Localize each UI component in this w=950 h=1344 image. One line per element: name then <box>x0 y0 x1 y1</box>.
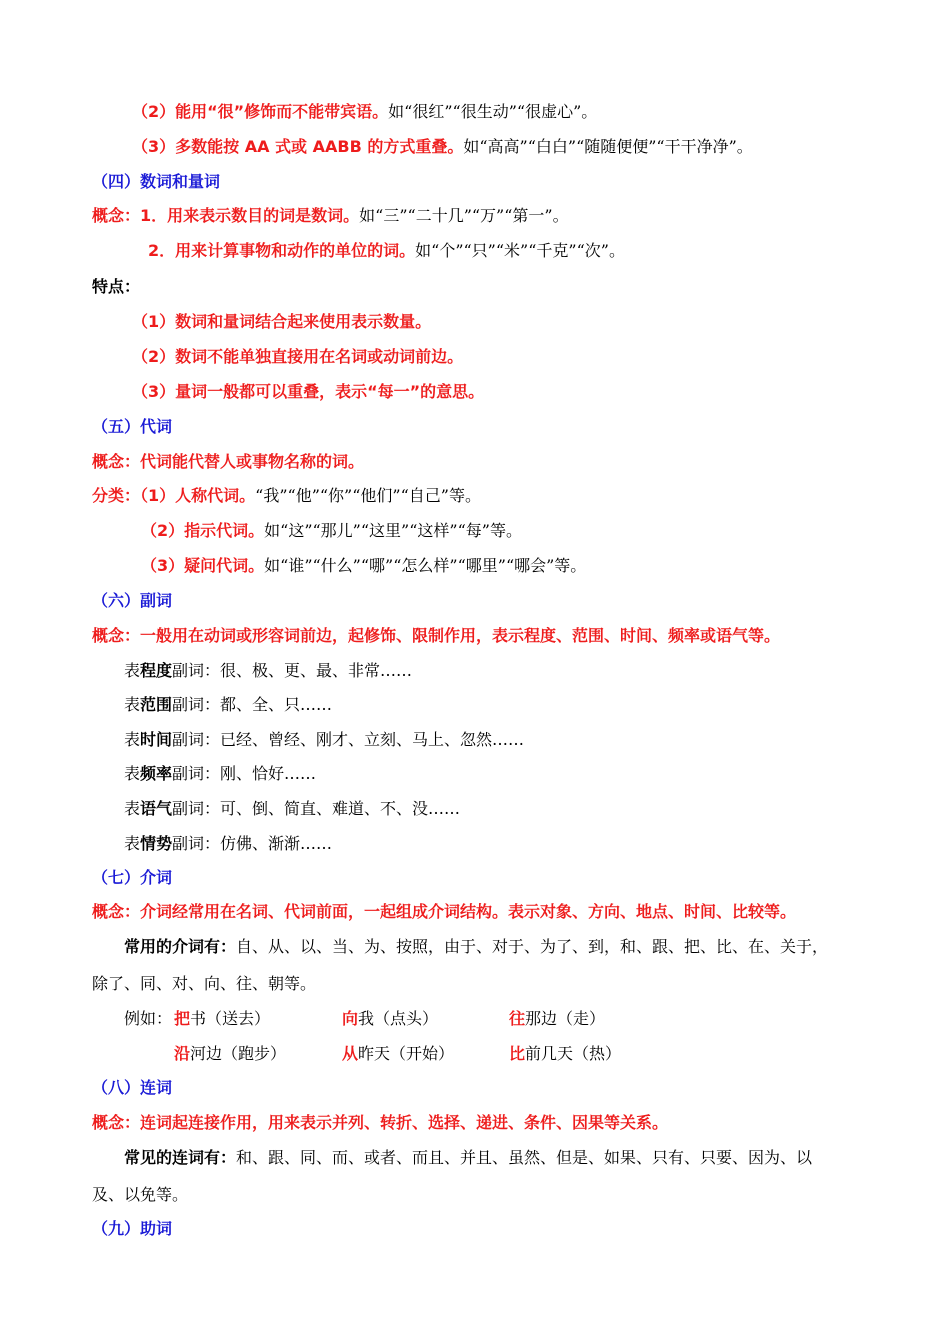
pronouns-concept: 概念：代词能代替人或事物名称的词。 <box>92 452 365 471</box>
adj-trait-3: （3）多数能按 AA 式或 AABB 的方式重叠。如“高高”“白白”“随随便便”“干干净净”。 <box>132 137 753 156</box>
prepositions-concept: 概念：介词经常用在名词、代词前面，一起组成介词结构。表示对象、方向、地点、时间、比较等。 <box>92 902 797 921</box>
section-heading-prepositions: （七）介词 <box>92 868 173 887</box>
adverb-type-degree: 表程度副词：很、极、更、最、非常…… <box>124 661 413 680</box>
prepositions-example-label: 例如： <box>124 1009 173 1028</box>
numerals-concept-2: 2．用来计算事物和动作的单位的词。如“个”“只”“米”“千克”“次”。 <box>148 241 625 260</box>
adverb-type-mood: 表语气副词：可、倒、简直、难道、不、没…… <box>124 799 461 818</box>
preposition-example: 向我（点头） <box>342 1009 439 1028</box>
numerals-concept-1: 概念：1．用来表示数目的词是数词。如“三”“二十几”“万”“第一”。 <box>92 206 569 225</box>
conjunctions-concept: 概念：连词起连接作用，用来表示并列、转折、选择、递进、条件、因果等关系。 <box>92 1113 669 1132</box>
section-heading-auxiliaries: （九）助词 <box>92 1219 173 1238</box>
adverbs-concept: 概念：一般用在动词或形容词前边，起修饰、限制作用，表示程度、范围、时间、频率或语气等。 <box>92 626 781 645</box>
pronouns-class-1: 分类：（1）人称代词。“我”“他”“你”“他们”“自己”等。 <box>92 486 481 505</box>
numerals-trait-1: （1）数词和量词结合起来使用表示数量。 <box>132 312 432 331</box>
section-heading-conjunctions: （八）连词 <box>92 1078 173 1097</box>
section-heading-adverbs: （六）副词 <box>92 591 173 610</box>
prepositions-common-line-1: 常用的介词有：自、从、以、当、为、按照，由于、对于、为了、到，和、跟、把、比、在、关于， <box>124 937 829 956</box>
preposition-example: 比前几天（热） <box>509 1044 622 1063</box>
section-heading-numerals: （四）数词和量词 <box>92 172 221 191</box>
adverb-type-frequency: 表频率副词：刚、恰好…… <box>124 764 317 783</box>
adverb-type-time: 表时间副词：已经、曾经、刚才、立刻、马上、忽然…… <box>124 730 525 749</box>
adverb-type-tendency: 表情势副词：仿佛、渐渐…… <box>124 834 333 853</box>
preposition-example: 往那边（走） <box>509 1009 606 1028</box>
prepositions-common-line-2: 除了、同、对、向、往、朝等。 <box>92 974 317 993</box>
numerals-trait-3: （3）量词一般都可以重叠，表示“每一”的意思。 <box>132 382 485 401</box>
conjunctions-common-line-2: 及、以免等。 <box>92 1185 189 1204</box>
pronouns-class-2: （2）指示代词。如“这”“那儿”“这里”“这样”“每”等。 <box>141 521 522 540</box>
adverb-type-scope: 表范围副词：都、全、只…… <box>124 695 333 714</box>
numerals-traits-label: 特点： <box>92 277 141 296</box>
numerals-trait-2: （2）数词不能单独直接用在名词或动词前边。 <box>132 347 464 366</box>
preposition-example: 把书（送去） <box>174 1009 271 1028</box>
adj-trait-2: （2）能用“很”修饰而不能带宾语。如“很红”“很生动”“很虚心”。 <box>132 102 598 121</box>
conjunctions-common-line-1: 常见的连词有：和、跟、同、而、或者、而且、并且、虽然、但是、如果、只有、只要、因为、以 <box>124 1148 813 1167</box>
section-heading-pronouns: （五）代词 <box>92 417 173 436</box>
preposition-example: 从昨天（开始） <box>342 1044 455 1063</box>
preposition-example: 沿河边（跑步） <box>174 1044 287 1063</box>
pronouns-class-3: （3）疑问代词。如“谁”“什么”“哪”“怎么样”“哪里”“哪会”等。 <box>141 556 587 575</box>
